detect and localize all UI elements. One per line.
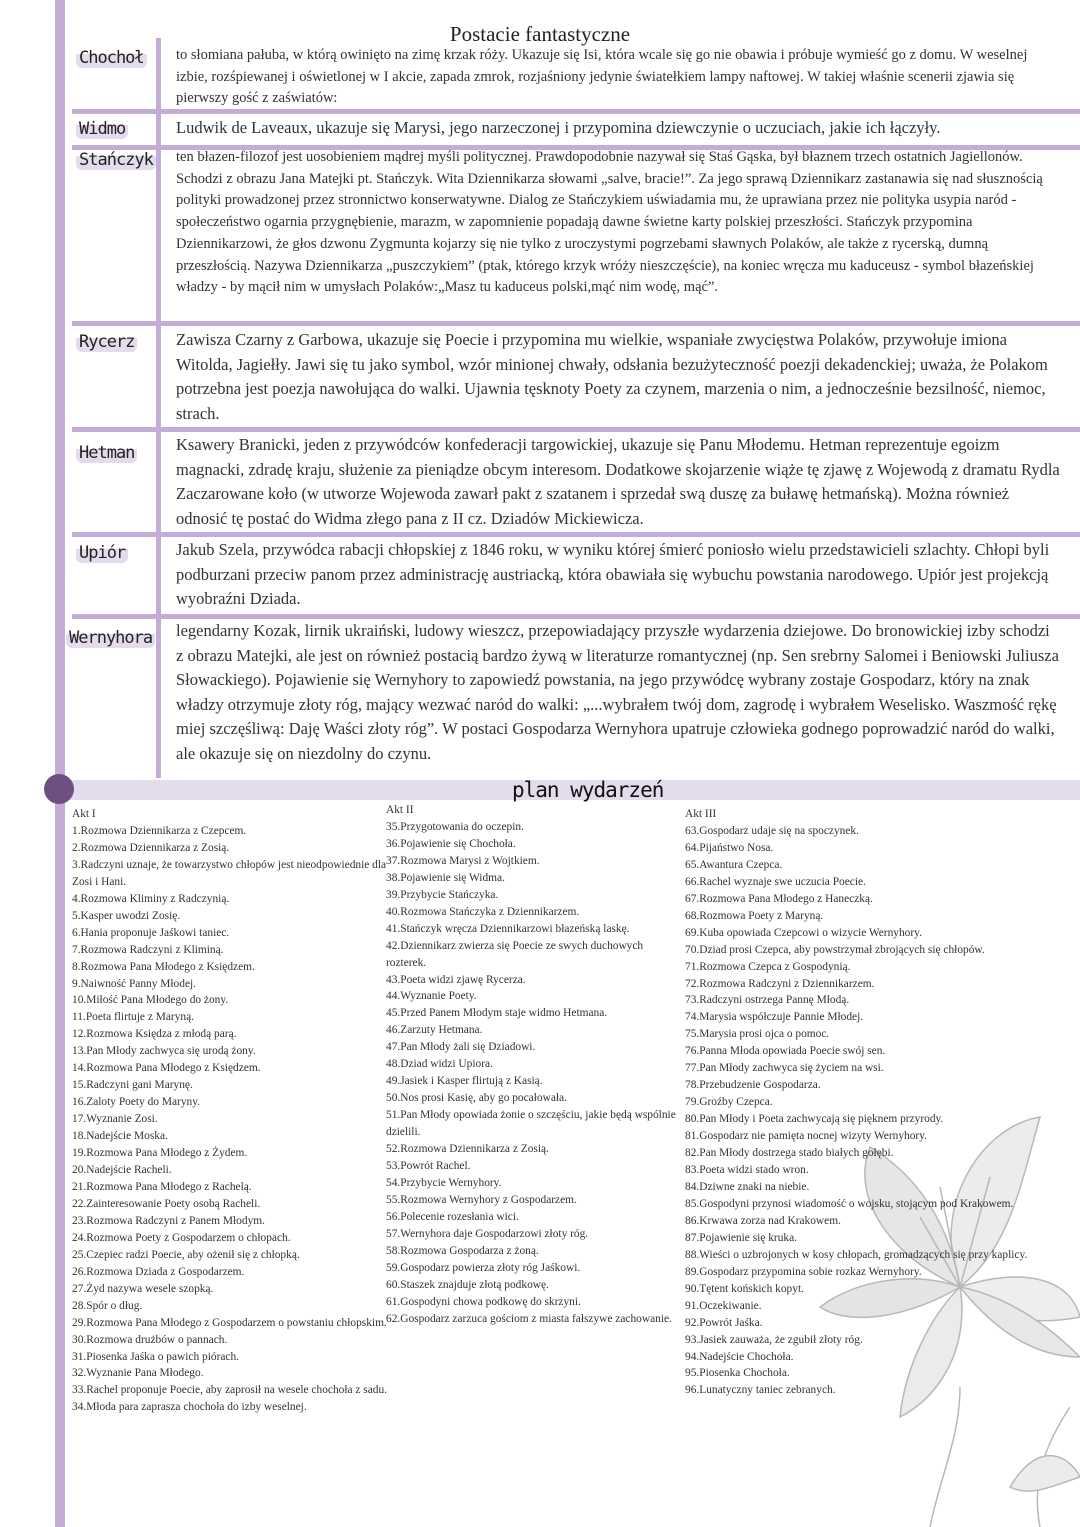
event-item: 48.Dziad widzi Upiora.	[386, 1058, 493, 1071]
event-item: 66.Rachel wyznaje swe uczucia Poecie.	[685, 875, 866, 888]
event-item: 20.Nadejście Racheli.	[72, 1164, 172, 1177]
event-item: 85.Gospodyni przynosi wiadomość o wojsku, stojącym pod Krakowem.	[685, 1197, 1014, 1210]
character-description: Jakub Szela, przywódca rabacji chłopskiej z 1846 roku, w wyniku której śmierć poniosło wielu przedstawicieli szlachty. Chłopi byli podburzani przeciw panom przez administrację austriacką, która obawiała się wybuchu powstania narodowego. Upiór jest projekcją wyobraźni Dziada.	[176, 540, 1050, 608]
event-item: 50.Nos prosi Kasię, aby go pocałowała.	[386, 1092, 567, 1105]
event-item: 74.Marysia współczuje Pannie Młodej.	[685, 1011, 864, 1024]
event-item: 80.Pan Młody i Poeta zachwycają się pięknem przyrody.	[685, 1113, 944, 1126]
event-item: 83.Poeta widzi stado wron.	[685, 1164, 809, 1177]
character-label: Widmo	[76, 119, 128, 139]
event-item: 17.Wyznanie Zosi.	[72, 1113, 158, 1126]
act-3-list	[685, 823, 1075, 1399]
character-description: Ludwik de Laveaux, ukazuje się Marysi, jego narzeczonej i przypomina dziewczynie o uczuciach, jakie ich łączyły.	[176, 118, 941, 137]
event-item: 82.Pan Młody dostrzega stado białych gołębi.	[685, 1147, 894, 1160]
event-item: 89.Gospodarz przypomina sobie rozkaz Wernyhory.	[685, 1265, 922, 1278]
character-label: Chochoł	[76, 48, 147, 68]
row-divider	[72, 109, 1080, 114]
event-item: 34.Młoda para zaprasza chochoła do izby weselnej.	[72, 1401, 307, 1414]
event-item: 58.Rozmowa Gospodarza z żoną.	[386, 1244, 539, 1257]
event-item: 32.Wyznanie Pana Młodego.	[72, 1367, 204, 1380]
event-item: 46.Zarzuty Hetmana.	[386, 1024, 483, 1037]
act-heading: Akt I	[72, 808, 96, 820]
event-item: 22.Zainteresowanie Poety osobą Racheli.	[72, 1197, 261, 1210]
character-description: legendarny Kozak, lirnik ukraiński, ludowy wieszcz, przepowiadający przyszłe wydarzenia dziejowe. Do bronowickiej izby schodzi z obrazu Matejki, ale jest on również postacią bardzo żywą w literaturze romantycznej (np. Sen srebrny Salomei i Beniowski Juliusza Słowackiego). Pojawienie się Wernyhory to zapowiedź powstania, na jego przywódcę wybrany zostaje Gospodarz, który na znak władzy otrzymuje złoty róg, mający wezwać naród do walki: „...wybrałem twój dom, zagrodę i wybrałem Weselisko. Waszmość rękę miej szczęśliwą: Daję Waści złoty róg”. W postaci Gospodarza Wernyhora upatruje człowieka godnego poprowadzić naród do walki, ale okazuje się on niezdolny do czynu.	[176, 621, 1059, 763]
character-description: Zawisza Czarny z Garbowa, ukazuje się Poecie i przypomina mu wielkie, wspaniałe zwycięstwa Polaków, przywołuje imiona Witolda, Jagiełły. Jawi się tu jako symbol, wzór minionej chwały, odsłania bezużyteczność poezji dekadenckiej; uważa, że Polakom potrzebna jest poezja nawołująca do walki. Ujawnia tęsknoty Poety za czynem, marzenia o nim, a jednocześnie bezsilność, niemoc, strach.	[176, 330, 1048, 423]
character-description: Ksawery Branicki, jeden z przywódców konfederacji targowickiej, ukazuje się Panu Młodemu. Hetman reprezentuje egoizm magnacki, zdradę kraju, służenie za pieniądze obcym interesom. Dodatkowe skojarzenie wiąże tę zjawę z Wojewodą z dramatu Rydla Zaczarowane koło (w utworze Wojewoda zawarł pakt z szatanem i sprzedał swą duszę za buławę hetmańską). Można również odnosić tę postać do Widma złego pana z II cz. Dziadów Mickiewicza.	[176, 435, 1060, 528]
act-2-column	[386, 802, 676, 1328]
character-label: Wernyhora	[66, 628, 155, 648]
event-item: 54.Przybycie Wernyhory.	[386, 1176, 502, 1189]
event-item: 84.Dziwne znaki na niebie.	[685, 1180, 810, 1193]
event-item: 49.Jasiek i Kasper flirtują z Kasią.	[386, 1075, 543, 1088]
act-1-list	[72, 823, 392, 1416]
event-item: 33.Rachel proponuje Poecie, aby zaprosił na wesele chochoła z sadu.	[72, 1384, 388, 1397]
event-item: 76.Panna Młoda opowiada Poecie swój sen.	[685, 1045, 886, 1058]
event-item: 30.Rozmowa drużbów o pannach.	[72, 1333, 228, 1346]
act-1-column	[72, 806, 392, 1416]
character-description: to słomiana pałuba, w którą owinięto na zimę krzak róży. Ukazuje się Isi, która wcale się go nie obawia i próbuje wymieść go z domu. W weselnej izbie, rozśpiewanej i oświetlonej w I akcie, zapada zmrok, rozjaśniony jedynie światełkiem lampy naftowej. W takiej właśnie scenerii zjawia się pierwszy gość z zaświatów:	[176, 47, 1028, 107]
event-item: 57.Wernyhora daje Gospodarzowi złoty róg.	[386, 1227, 589, 1240]
event-item: 37.Rozmowa Marysi z Wojtkiem.	[386, 854, 540, 867]
event-item: 8.Rozmowa Pana Młodego z Księdzem.	[72, 960, 255, 973]
event-item: 29.Rozmowa Pana Młodego z Gospodarzem o powstaniu chłopskim.	[72, 1316, 387, 1329]
event-item: 2.Rozmowa Dziennikarza z Zosią.	[72, 841, 230, 854]
event-item: 92.Powrót Jaśka.	[685, 1316, 763, 1329]
act-heading: Akt II	[386, 804, 414, 816]
event-item: 96.Lunatyczny taniec zebranych.	[685, 1384, 836, 1397]
event-item: 68.Rozmowa Poety z Maryną.	[685, 909, 824, 922]
event-item: 70.Dziad prosi Czepca, aby powstrzymał zbrojących się chłopów.	[685, 943, 985, 956]
row-divider	[72, 532, 1080, 537]
event-item: 43.Poeta widzi zjawę Rycerza.	[386, 973, 526, 986]
event-item: 12.Rozmowa Księdza z młodą parą.	[72, 1028, 237, 1041]
character-description: ten błazen-filozof jest uosobieniem mądrej myśli politycznej. Prawdopodobnie nazywał się Staś Gąska, był błaznem trzech ostatnich Jagiellonów. Schodzi z obrazu Jana Matejki pt. Stańczyk. Wita Dziennikarza słowami „salve, bracie!”. Za jego sprawą Dziennikarz zastanawia się nad słusznością polityki prowadzonej przez stronnictwo konserwatywne. Dialog ze Stańczykiem uświadamia mu, że uprawiana przez nie polityka usypia naród - społeczeństwo ogarnia przygnębienie, marazm, w zapomnienie popadają dawne świetne karty polskiej przeszłości. Stańczyk przypomina Dziennikarzowi, że głos dzwonu Zygmunta kojarzy się nie tylko z uroczystymi pogrzebami sławnych Polaków, ale także z rycerską, dumną przeszłością. Nazywa Dziennikarza „puszczykiem” (ptak, którego krzyk wróży nieszczęście), na koniec wręcza mu kaduceusz - symbol błazeńskiej władzy - by mącił nim w umysłach Polaków:„Masz tu kaduceus polski,mąć nim wodę, mąć”.	[176, 149, 1043, 296]
event-item: 60.Staszek znajduje złotą podkowę.	[386, 1278, 549, 1291]
event-item: 21.Rozmowa Pana Młodego z Rachelą.	[72, 1180, 252, 1193]
event-item: 25.Czepiec radzi Poecie, aby ożenił się z chłopką.	[72, 1248, 300, 1261]
event-item: 13.Pan Młody zachwyca się urodą żony.	[72, 1045, 256, 1058]
event-item: 28.Spór o dług.	[72, 1299, 143, 1312]
event-item: 51.Pan Młody opowiada żonie o szczęściu, jakie będą wspólnie dzielili.	[386, 1109, 676, 1139]
event-item: 67.Rozmowa Pana Młodego z Haneczką.	[685, 892, 873, 905]
event-item: 94.Nadejście Chochoła.	[685, 1350, 794, 1363]
event-item: 4.Rozmowa Kliminy z Radczynią.	[72, 892, 230, 905]
event-item: 16.Zaloty Poety do Maryny.	[72, 1096, 201, 1109]
event-item: 72.Rozmowa Radczyni z Dziennikarzem.	[685, 977, 875, 990]
event-item: 81.Gospodarz nie pamięta nocnej wizyty Wernyhory.	[685, 1130, 928, 1143]
event-item: 41.Stańczyk wręcza Dziennikarzowi błazeńską laskę.	[386, 922, 630, 935]
event-item: 18.Nadejście Moska.	[72, 1130, 168, 1143]
event-item: 10.Miłość Pana Młodego do żony.	[72, 994, 229, 1007]
event-item: 95.Piosenka Chochoła.	[685, 1367, 790, 1380]
event-item: 44.Wyznanie Poety.	[386, 990, 477, 1003]
character-label: Stańczyk	[76, 150, 156, 170]
event-item: 42.Dziennikarz zwierza się Poecie ze swych duchowych rozterek.	[386, 939, 644, 969]
event-item: 9.Naiwność Panny Młodej.	[72, 977, 197, 990]
event-item: 1.Rozmowa Dziennikarza z Czepcem.	[72, 824, 247, 837]
event-item: 78.Przebudzenie Gospodarza.	[685, 1079, 821, 1092]
event-item: 79.Groźby Czepca.	[685, 1096, 773, 1109]
event-item: 86.Krwawa zorza nad Krakowem.	[685, 1214, 841, 1227]
event-item: 40.Rozmowa Stańczyka z Dziennikarzem.	[386, 905, 580, 918]
event-item: 69.Kuba opowiada Czepcowi o wizycie Wernyhory.	[685, 926, 922, 939]
character-label: Upiór	[76, 543, 128, 563]
act-3-column	[685, 806, 1075, 1399]
event-item: 11.Poeta flirtuje z Maryną.	[72, 1011, 194, 1024]
event-item: 7.Rozmowa Radczyni z Kliminą.	[72, 943, 224, 956]
page-title: Postacie fantastyczne	[449, 22, 631, 46]
event-item: 71.Rozmowa Czepca z Gospodynią.	[685, 960, 851, 973]
event-item: 55.Rozmowa Wernyhory z Gospodarzem.	[386, 1193, 577, 1206]
event-item: 36.Pojawienie się Chochoła.	[386, 837, 516, 850]
plan-title: plan wydarzeń	[512, 778, 664, 802]
event-item: 31.Piosenka Jaśka o pawich piórach.	[72, 1350, 240, 1363]
act-heading: Akt III	[685, 808, 717, 820]
event-item: 3.Radczyni uznaje, że towarzystwo chłopów jest nieodpowiednie dla Zosi i Hani.	[72, 858, 387, 888]
event-item: 52.Rozmowa Dziennikarza z Zosią.	[386, 1143, 549, 1156]
left-margin-bar	[55, 0, 65, 1527]
event-item: 45.Przed Panem Młodym staje widmo Hetmana.	[386, 1007, 608, 1020]
event-item: 73.Radczyni ostrzega Pannę Młodą.	[685, 994, 850, 1007]
event-item: 77.Pan Młody zachwyca się życiem na wsi.	[685, 1062, 884, 1075]
event-item: 90.Tętent końskich kopyt.	[685, 1282, 804, 1295]
row-divider	[72, 321, 1080, 326]
event-item: 47.Pan Młody żali się Dziadowi.	[386, 1041, 536, 1054]
event-item: 5.Kasper uwodzi Zosię.	[72, 909, 181, 922]
event-item: 59.Gospodarz powierza złoty róg Jaśkowi.	[386, 1261, 581, 1274]
event-item: 56.Polecenie rozesłania wici.	[386, 1210, 519, 1223]
event-item: 61.Gospodyni chowa podkowę do skrzyni.	[386, 1295, 581, 1308]
event-item: 38.Pojawienie się Widma.	[386, 871, 505, 884]
circle-bullet-icon	[44, 774, 74, 804]
event-item: 23.Rozmowa Radczyni z Panem Młodym.	[72, 1214, 265, 1227]
event-item: 75.Marysia prosi ojca o pomoc.	[685, 1028, 830, 1041]
event-item: 6.Hania proponuje Jaśkowi taniec.	[72, 926, 230, 939]
event-item: 65.Awantura Czepca.	[685, 858, 783, 871]
event-item: 15.Radczyni gani Marynę.	[72, 1079, 193, 1092]
character-label: Hetman	[76, 443, 137, 463]
event-item: 87.Pojawienie się kruka.	[685, 1231, 797, 1244]
event-item: 64.Pijaństwo Nosa.	[685, 841, 774, 854]
event-item: 14.Rozmowa Pana Młodego z Księdzem.	[72, 1062, 261, 1075]
act-2-list	[386, 819, 676, 1328]
event-item: 93.Jasiek zauważa, że zgubił złoty róg.	[685, 1333, 863, 1346]
event-item: 91.Oczekiwanie.	[685, 1299, 762, 1312]
event-item: 24.Rozmowa Poety z Gospodarzem o chłopach.	[72, 1231, 291, 1244]
character-label: Rycerz	[76, 332, 137, 352]
event-item: 39.Przybycie Stańczyka.	[386, 888, 499, 901]
event-item: 35.Przygotowania do oczepin.	[386, 820, 524, 833]
event-item: 26.Rozmowa Dziada z Gospodarzem.	[72, 1265, 245, 1278]
event-item: 62.Gospodarz zarzuca gościom z miasta fałszywe zachowanie.	[386, 1312, 672, 1325]
event-item: 63.Gospodarz udaje się na spoczynek.	[685, 824, 859, 837]
row-divider	[72, 427, 1080, 432]
event-item: 27.Żyd nazywa wesele szopką.	[72, 1282, 214, 1295]
event-item: 19.Rozmowa Pana Młodego z Żydem.	[72, 1147, 248, 1160]
event-item: 53.Powrót Rachel.	[386, 1160, 471, 1173]
event-item: 88.Wieści o uzbrojonych w kosy chłopach, gromadzących się przy kaplicy.	[685, 1248, 1028, 1261]
